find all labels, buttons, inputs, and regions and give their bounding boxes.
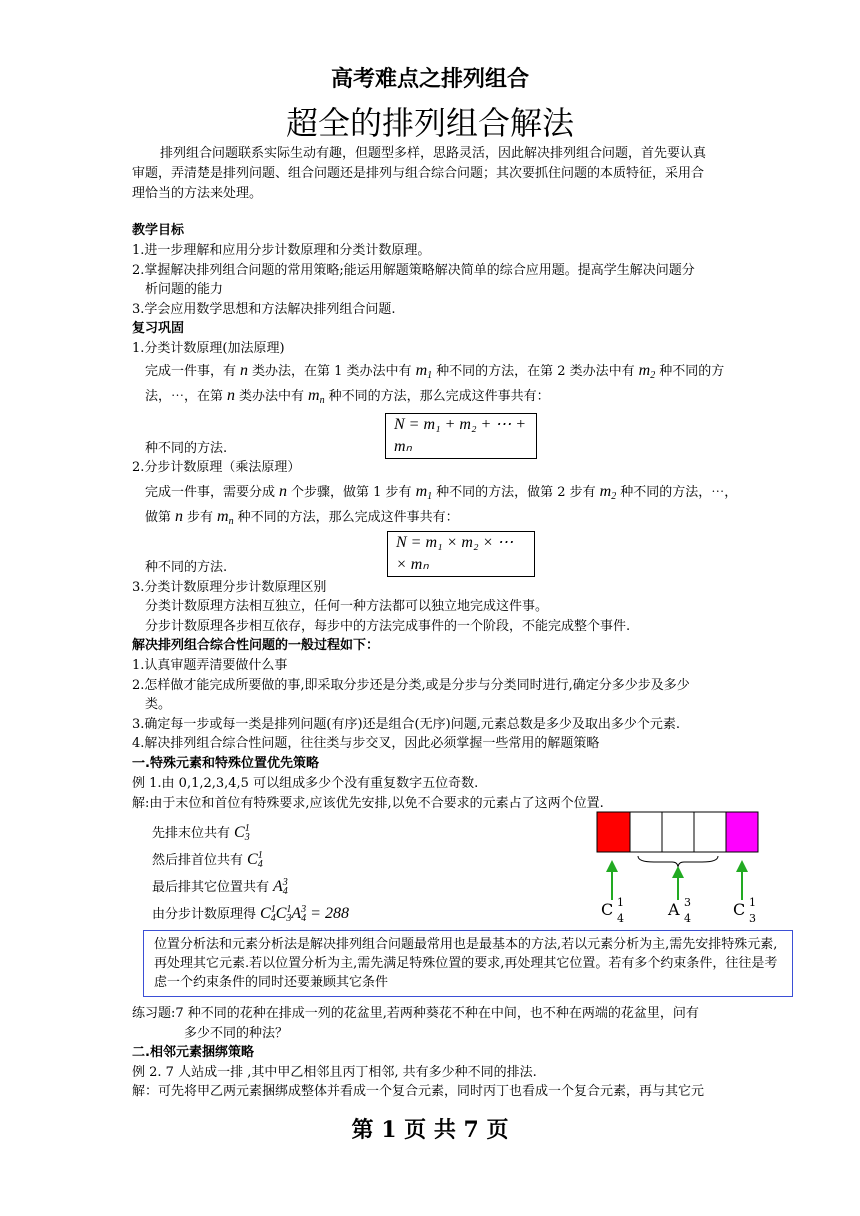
step-1: [152, 820, 250, 847]
review-3-title: 3.分类计数原理分步计数原理区别: [132, 580, 327, 595]
review-2-line-2: [145, 508, 459, 531]
sum-formula: N = m₁ + m₂ + ⋯ + mₙ: [385, 413, 537, 459]
text: 种不同的方法，在第 2 类办法中有: [436, 364, 635, 379]
var-m2: $m_2$: [595, 483, 617, 502]
arrow-head-icon: [672, 866, 684, 878]
practice-cont: 多少不同的种法？: [184, 1026, 289, 1041]
label-sub: 4: [617, 912, 624, 925]
title-sub: 超全的排列组合解法: [285, 104, 574, 142]
example-2: 例 2. 7 人站成一排 ,其中甲乙相邻且丙丁相邻, 共有多少种不同的排法.: [132, 1065, 537, 1080]
step-4: [152, 901, 349, 928]
label-sup: 1: [617, 896, 624, 909]
var-n: n: [236, 362, 253, 379]
step-3: [152, 874, 288, 901]
process-3: 3.确定每一步或每一类是排列问题(有序)还是组合(无序)问题,元素总数是多少及取出多少个元素.: [132, 717, 680, 732]
review-3-line-1: 分类计数原理方法相互独立，任何一种方法都可以独立地完成这件事。: [145, 599, 549, 614]
practice: 练习题:7 种不同的花种在排成一列的花盆里,若两种葵花不种在中间，也不种在两端的花盆里，问有: [132, 1006, 699, 1021]
last-position-cell: [726, 812, 758, 852]
result: = 288: [310, 905, 349, 922]
goal-2-cont: 析问题的能力: [145, 282, 224, 297]
review-heading: 复习巩固: [132, 321, 185, 336]
text: 种不同的方法，⋯，: [620, 485, 738, 500]
review-2-title: 2.分步计数原理（乘法原理）: [132, 460, 301, 475]
method-note-box: 位置分析法和元素分析法是解决排列组合问题最常用也是最基本的方法,若以元素分析为主,需先安排特殊元素,再处理其它元素.若以位置分析为主,需先满足特殊位置的要求,再处理其它位置。若有多个约束条件，往往是考虑一个约束条件的同时还要兼顾其它条件: [143, 930, 793, 997]
strategy-1-heading: 一.特殊元素和特殊位置优先策略: [132, 756, 319, 771]
arrow-head-icon: [606, 860, 618, 872]
label-c14: [601, 896, 624, 925]
var-m1: $m_1$: [411, 362, 433, 381]
text: 种不同的方: [659, 364, 725, 379]
intro-line-2: 审题，弄清楚是排列问题、组合问题还是排列与组合综合问题；其次要抓住问题的本质特征，采用合: [132, 166, 705, 181]
var-n: n: [223, 387, 240, 404]
label-sub: 3: [749, 912, 756, 925]
text: 类办法中有: [239, 389, 305, 404]
text: 种不同的方法，做第 2 步有: [436, 485, 596, 500]
text: 由分步计数原理得: [152, 907, 257, 922]
review-3-line-2: 分步计数原理各步相互依存，每步中的方法完成事件的一个阶段，不能完成整个事件.: [145, 619, 631, 634]
label-sup: 1: [749, 896, 756, 909]
label-main: C: [601, 900, 614, 919]
step-2: [152, 847, 263, 874]
combo-c41: $C^1_4$: [243, 850, 263, 870]
label-main: C: [733, 900, 746, 919]
process-heading: 解决排列组合综合性问题的一般过程如下：: [132, 638, 380, 653]
perm-a43: $A^3_4$: [269, 877, 288, 897]
middle-cell: [694, 812, 726, 852]
var-n: n: [275, 483, 292, 500]
middle-cell: [630, 812, 662, 852]
text: 完成一件事，有: [145, 364, 237, 379]
label-main: A: [668, 900, 680, 919]
review-1-line-2: [145, 387, 550, 410]
goal-1: 1.进一步理解和应用分步计数原理和分类计数原理。: [132, 243, 431, 258]
label-sup: 3: [684, 896, 691, 909]
product-expression: $C^1_4C^1_3A^3_4$: [256, 904, 307, 924]
var-mn: $m_n$: [213, 508, 234, 527]
review-1-line-1: [145, 362, 724, 385]
process-4: 4.解决排列组合综合性问题，往往类与步交叉，因此必须掌握一些常用的解题策略: [132, 736, 600, 751]
label-sub: 4: [684, 912, 691, 925]
text: 做第: [145, 510, 172, 525]
solution-1: 解:由于末位和首位有特殊要求,应该优先安排,以免不合要求的元素占了这两个位置.: [132, 796, 604, 811]
middle-cell: [662, 812, 694, 852]
position-diagram: [594, 810, 764, 910]
title-main: 高考难点之排列组合: [330, 67, 529, 92]
arrow-head-icon: [736, 860, 748, 872]
text: 先排末位共有: [152, 826, 231, 841]
intro-line-3: 理恰当的方法来处理。: [132, 186, 263, 201]
text: 类办法，在第 1 类办法中有: [252, 364, 412, 379]
text: 完成一件事，需要分成: [145, 485, 276, 500]
solution-2: 解：可先将甲乙两元素捆绑成整体并看成一个复合元素，同时丙丁也看成一个复合元素，再与其它元: [132, 1084, 705, 1099]
var-mn: $m_n$: [304, 387, 325, 406]
review-2-end: 种不同的方法.: [145, 560, 228, 575]
example-1: 例 1.由 0,1,2,3,4,5 可以组成多少个没有重复数字五位奇数.: [132, 776, 479, 791]
var-m2: $m_2$: [634, 362, 656, 381]
var-n: n: [171, 508, 188, 525]
text: 然后排首位共有: [152, 853, 244, 868]
goal-3: 3.学会应用数学思想和方法解决排列组合问题.: [132, 302, 396, 317]
text: 种不同的方法，那么完成这件事共有：: [328, 389, 550, 404]
first-position-cell: [597, 812, 630, 852]
review-2-line-1: [145, 483, 737, 506]
text: 步有: [187, 510, 214, 525]
intro-line-1: 排列组合问题联系实际生动有趣，但题型多样，思路灵活，因此解决排列组合问题，首先要认真: [160, 146, 707, 161]
var-m1: $m_1$: [411, 483, 433, 502]
goal-2: 2.掌握解决排列组合问题的常用策略;能运用解题策略解决简单的综合应用题。提高学生解决问题分: [132, 263, 695, 278]
product-formula: N = m₁ × m₂ × ⋯ × mₙ: [387, 531, 535, 577]
text: 个步骤，做第 1 步有: [291, 485, 412, 500]
process-1: 1.认真审题弄清要做什么事: [132, 658, 288, 673]
label-a34: [668, 896, 691, 925]
combo-c31: $C^1_3$: [230, 823, 250, 843]
page-footer: 第 1 页 共 7 页: [351, 1117, 509, 1143]
process-2: 2.怎样做才能完成所要做的事,即采取分步还是分类,或是分步与分类同时进行,确定分多少步及多少: [132, 678, 690, 693]
process-2-cont: 类。: [145, 697, 172, 712]
review-1-title: 1.分类计数原理(加法原理): [132, 341, 285, 356]
text: 法，⋯，在第: [145, 389, 224, 404]
review-1-end: 种不同的方法.: [145, 441, 228, 456]
text: 最后排其它位置共有: [152, 880, 270, 895]
text: 种不同的方法，那么完成这件事共有：: [237, 510, 459, 525]
goals-heading: 教学目标: [132, 223, 185, 238]
strategy-2-heading: 二.相邻元素捆绑策略: [132, 1045, 254, 1060]
label-c13: [733, 896, 756, 925]
